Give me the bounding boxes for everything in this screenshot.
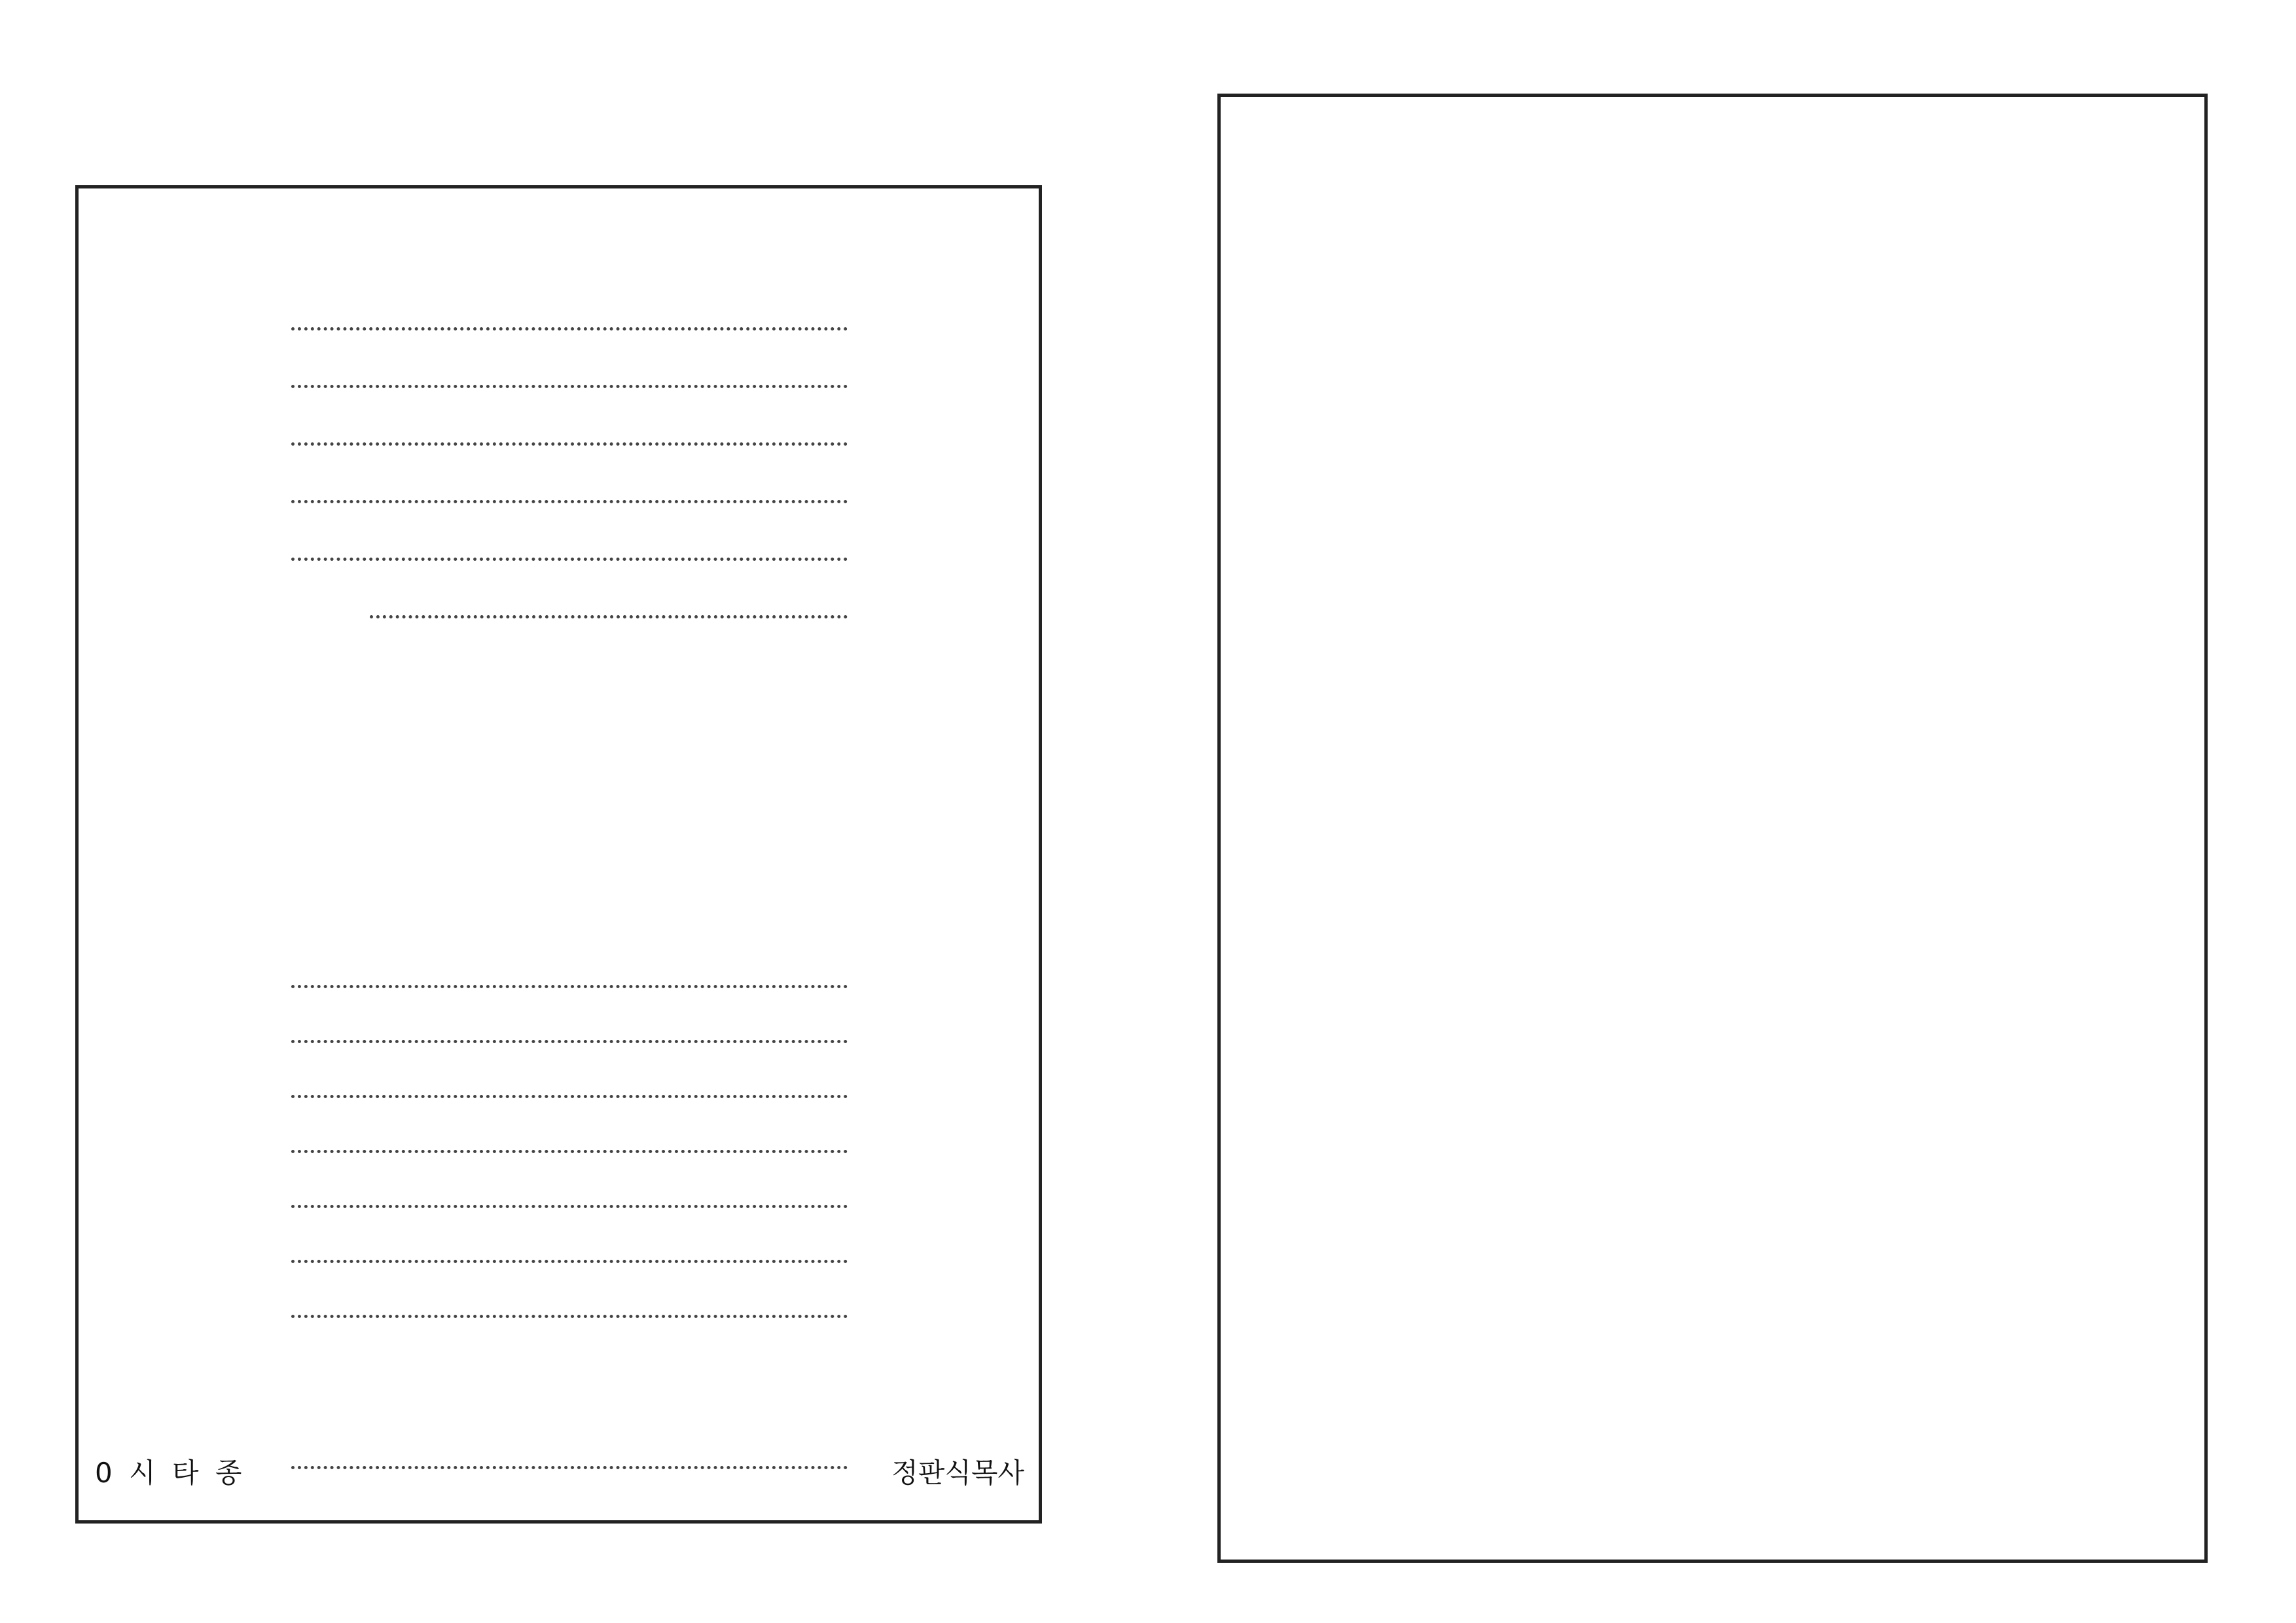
order-row	[95, 1300, 1024, 1336]
order-row	[95, 486, 1024, 521]
dotted-leader	[370, 615, 848, 618]
dotted-leader	[291, 1315, 848, 1318]
dotted-leader	[291, 1260, 848, 1263]
dotted-leader	[291, 442, 848, 446]
order-row	[95, 971, 1024, 1006]
dotted-leader	[291, 500, 848, 503]
dotted-leader	[291, 1095, 848, 1098]
year-end-service-panel	[75, 185, 1042, 1524]
dotted-leader	[291, 1040, 848, 1043]
order-row	[95, 543, 1024, 579]
order-row	[95, 1190, 1024, 1226]
dotted-leader	[291, 1150, 848, 1153]
order-row	[95, 1026, 1024, 1061]
order-label: 0 시 타 종	[95, 1457, 246, 1489]
order-row	[95, 1135, 1024, 1171]
order-row	[95, 1452, 1024, 1487]
new-year-service-panel	[1217, 94, 2208, 1563]
dotted-leader	[291, 985, 848, 988]
order-performer: 정판식목사	[891, 1457, 1024, 1489]
dotted-leader	[291, 558, 848, 561]
order-row	[95, 1245, 1024, 1281]
order-row	[95, 428, 1024, 463]
section-header	[1221, 73, 2204, 86]
order-row	[95, 313, 1024, 348]
order-row	[95, 1080, 1024, 1116]
section-header	[79, 165, 1039, 177]
dotted-leader	[291, 1466, 848, 1469]
dotted-leader	[291, 1205, 848, 1208]
dotted-leader	[291, 385, 848, 388]
order-row	[95, 370, 1024, 406]
dotted-leader	[291, 327, 848, 330]
order-row	[95, 601, 1024, 636]
